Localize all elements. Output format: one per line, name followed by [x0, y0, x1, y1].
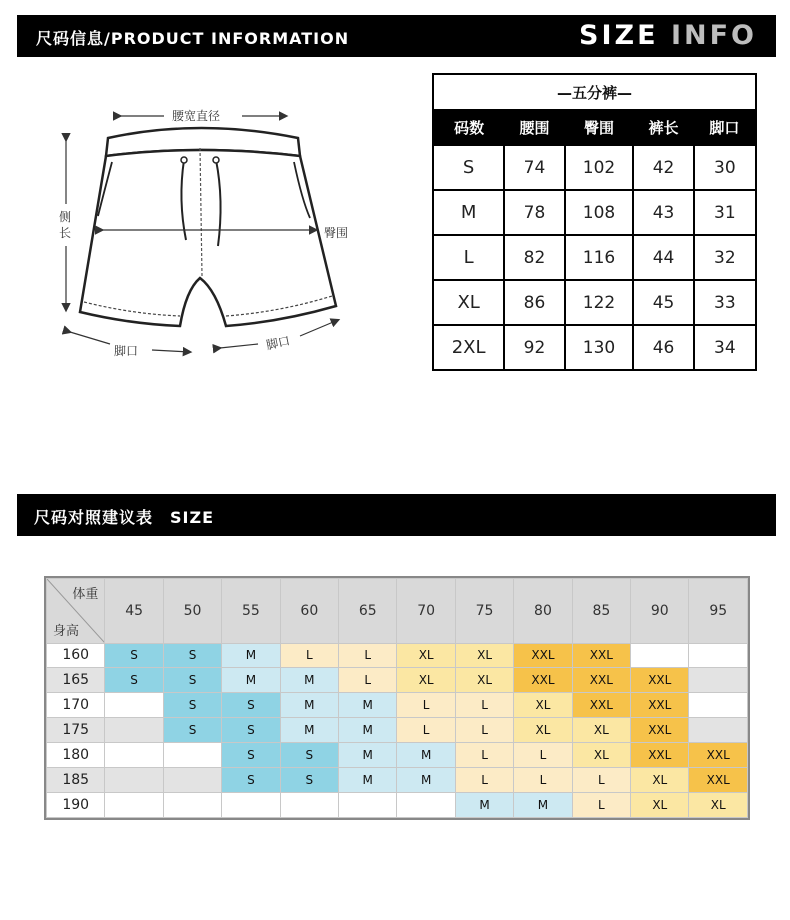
size-cell: 2XL — [433, 325, 504, 370]
hem-cell: 31 — [694, 190, 756, 235]
size-suggestion-cell: M — [280, 668, 338, 693]
table-row — [47, 693, 748, 718]
size-suggestion-cell: S — [222, 718, 280, 743]
size-suggestion-cell: M — [397, 768, 455, 793]
size-suggestion-cell: S — [163, 668, 221, 693]
size-recommendation-header — [17, 494, 776, 536]
waist-diameter-label: 腰宽直径 — [172, 109, 221, 123]
side-length-label-1: 侧 — [59, 210, 72, 224]
size-suggestion-cell: XXL — [572, 643, 630, 668]
size-suggestion-cell: XL — [514, 693, 572, 718]
size-suggestion-cell: L — [339, 668, 397, 693]
size-info-title — [579, 20, 757, 51]
hip-label: 臀围 — [324, 226, 349, 240]
hip-cell: 116 — [565, 235, 634, 280]
table-caption-row — [433, 74, 756, 110]
size-suggestion-cell: XXL — [689, 743, 748, 768]
size-suggestion-cell: L — [455, 718, 513, 743]
size-suggestion-cell: XL — [631, 768, 689, 793]
weight-header-cell: 90 — [631, 579, 689, 644]
size-suggestion-cell: L — [514, 768, 572, 793]
shorts-diagram — [40, 100, 370, 370]
header-hip: 臀围 — [565, 110, 634, 146]
size-suggestion-cell: L — [397, 693, 455, 718]
hip-cell: 102 — [565, 145, 634, 190]
size-suggestion-cell: L — [455, 693, 513, 718]
size-suggestion-cell: XXL — [631, 668, 689, 693]
size-suggestion-cell: XL — [514, 718, 572, 743]
size-suggestion-cell: XL — [689, 793, 748, 818]
size-suggestion-cell — [689, 668, 748, 693]
size-suggestion-cell: M — [339, 718, 397, 743]
size-suggestion-cell: XXL — [689, 768, 748, 793]
size-suggestion-cell: S — [163, 643, 221, 668]
size-suggestion-cell: XL — [397, 668, 455, 693]
size-suggestion-cell — [105, 768, 163, 793]
size-suggestion-cell: M — [222, 643, 280, 668]
weight-header-cell: 75 — [455, 579, 513, 644]
size-suggestion-cell — [105, 718, 163, 743]
size-suggestion-cell: XL — [455, 643, 513, 668]
table-row — [47, 793, 748, 818]
size-suggestion-cell: XL — [572, 743, 630, 768]
size-suggestion-cell: L — [280, 643, 338, 668]
size-recommendation-grid — [44, 576, 750, 820]
waist-cell: 92 — [504, 325, 564, 370]
size-suggestion-cell — [280, 793, 338, 818]
size-suggestion-cell: M — [339, 693, 397, 718]
size-suggestion-cell — [339, 793, 397, 818]
hem-left-label: 脚口 — [114, 344, 139, 358]
size-suggestion-cell: M — [397, 743, 455, 768]
hip-cell: 130 — [565, 325, 634, 370]
table-row — [433, 280, 756, 325]
height-axis-label: 身高 — [53, 623, 80, 639]
height-cell: 185 — [47, 768, 105, 793]
size-suggestion-cell: L — [572, 793, 630, 818]
length-cell: 46 — [633, 325, 693, 370]
size-suggestion-cell — [222, 793, 280, 818]
height-cell: 160 — [47, 643, 105, 668]
size-suggestion-cell: XXL — [631, 718, 689, 743]
size-suggestion-cell — [163, 743, 221, 768]
header-waist: 腰围 — [504, 110, 564, 146]
table-row — [47, 718, 748, 743]
size-suggestion-cell: M — [339, 768, 397, 793]
size-suggestion-cell — [689, 643, 748, 668]
size-suggestion-cell — [689, 693, 748, 718]
size-suggestion-cell: S — [163, 693, 221, 718]
size-suggestion-cell: M — [280, 718, 338, 743]
weight-header-cell: 65 — [339, 579, 397, 644]
waist-cell: 82 — [504, 235, 564, 280]
size-info-word: SIZE — [579, 20, 659, 51]
size-suggestion-cell: XXL — [572, 693, 630, 718]
table-row — [433, 190, 756, 235]
size-suggestion-cell: M — [280, 693, 338, 718]
weight-header-cell: 95 — [689, 579, 748, 644]
weight-header-row — [47, 579, 748, 644]
info-word: INFO — [670, 20, 757, 51]
size-cell: S — [433, 145, 504, 190]
header-hem: 脚口 — [694, 110, 756, 146]
size-suggestion-cell: L — [397, 718, 455, 743]
height-cell: 180 — [47, 743, 105, 768]
size-cell: L — [433, 235, 504, 280]
length-cell: 42 — [633, 145, 693, 190]
length-cell: 44 — [633, 235, 693, 280]
header-length: 裤长 — [633, 110, 693, 146]
size-suggestion-cell: S — [222, 768, 280, 793]
height-cell: 165 — [47, 668, 105, 693]
side-length-label-2: 长 — [59, 226, 72, 240]
size-suggestion-cell: L — [339, 643, 397, 668]
table-row — [47, 743, 748, 768]
weight-header-cell: 55 — [222, 579, 280, 644]
size-suggestion-cell: XL — [455, 668, 513, 693]
size-suggestion-cell: XXL — [631, 743, 689, 768]
table-row — [433, 235, 756, 280]
waist-cell: 78 — [504, 190, 564, 235]
size-suggestion-cell — [105, 793, 163, 818]
hem-right-label: 脚口 — [264, 333, 292, 353]
size-suggestion-cell: XXL — [514, 643, 572, 668]
table-row — [47, 768, 748, 793]
size-cell: XL — [433, 280, 504, 325]
hem-cell: 33 — [694, 280, 756, 325]
waist-cell: 86 — [504, 280, 564, 325]
size-recommendation-title: 尺码对照建议表 SIZE — [34, 508, 215, 527]
product-info-header — [17, 15, 776, 57]
weight-header-cell: 60 — [280, 579, 338, 644]
size-suggestion-cell: S — [280, 743, 338, 768]
size-suggestion-cell: M — [514, 793, 572, 818]
height-cell: 175 — [47, 718, 105, 743]
weight-header-cell: 85 — [572, 579, 630, 644]
size-suggestion-cell: S — [222, 743, 280, 768]
size-suggestion-cell: M — [339, 743, 397, 768]
header-size: 码数 — [433, 110, 504, 146]
size-suggestion-cell: S — [105, 643, 163, 668]
size-suggestion-cell: XXL — [572, 668, 630, 693]
size-suggestion-cell: XXL — [514, 668, 572, 693]
shorts-illustration — [40, 100, 370, 370]
hem-cell: 30 — [694, 145, 756, 190]
size-suggestion-cell: S — [163, 718, 221, 743]
size-suggestion-cell: S — [280, 768, 338, 793]
recommendation-table — [46, 578, 748, 818]
length-cell: 45 — [633, 280, 693, 325]
table-caption: —五分裤— — [433, 74, 756, 110]
hip-cell: 122 — [565, 280, 634, 325]
size-cell: M — [433, 190, 504, 235]
weight-axis-label: 体重 — [72, 587, 99, 602]
size-suggestion-cell: S — [222, 693, 280, 718]
weight-header-cell: 45 — [105, 579, 163, 644]
size-suggestion-cell — [163, 793, 221, 818]
size-suggestion-cell: L — [455, 768, 513, 793]
length-cell: 43 — [633, 190, 693, 235]
size-suggestion-cell: M — [222, 668, 280, 693]
corner-cell — [47, 579, 105, 644]
hem-cell: 32 — [694, 235, 756, 280]
table-row — [433, 325, 756, 370]
height-cell: 170 — [47, 693, 105, 718]
weight-header-cell: 70 — [397, 579, 455, 644]
size-suggestion-cell: XXL — [631, 693, 689, 718]
size-suggestion-cell — [631, 643, 689, 668]
weight-header-cell: 80 — [514, 579, 572, 644]
table-header-row — [433, 110, 756, 146]
size-suggestion-cell: L — [455, 743, 513, 768]
size-suggestion-cell: XL — [397, 643, 455, 668]
size-suggestion-cell — [105, 693, 163, 718]
size-suggestion-cell: L — [572, 768, 630, 793]
product-info-title: 尺码信息/PRODUCT INFORMATION — [36, 29, 350, 48]
size-suggestion-cell: M — [455, 793, 513, 818]
weight-header-cell: 50 — [163, 579, 221, 644]
size-suggestion-cell — [397, 793, 455, 818]
table-row — [47, 643, 748, 668]
size-suggestion-cell — [163, 768, 221, 793]
size-suggestion-cell: XL — [572, 718, 630, 743]
hip-cell: 108 — [565, 190, 634, 235]
height-cell: 190 — [47, 793, 105, 818]
shorts-size-table — [432, 73, 757, 371]
waist-cell: 74 — [504, 145, 564, 190]
size-suggestion-cell — [105, 743, 163, 768]
size-suggestion-cell — [689, 718, 748, 743]
table-row — [433, 145, 756, 190]
size-suggestion-cell: XL — [631, 793, 689, 818]
size-suggestion-cell: L — [514, 743, 572, 768]
size-suggestion-cell: S — [105, 668, 163, 693]
hem-cell: 34 — [694, 325, 756, 370]
table-row — [47, 668, 748, 693]
